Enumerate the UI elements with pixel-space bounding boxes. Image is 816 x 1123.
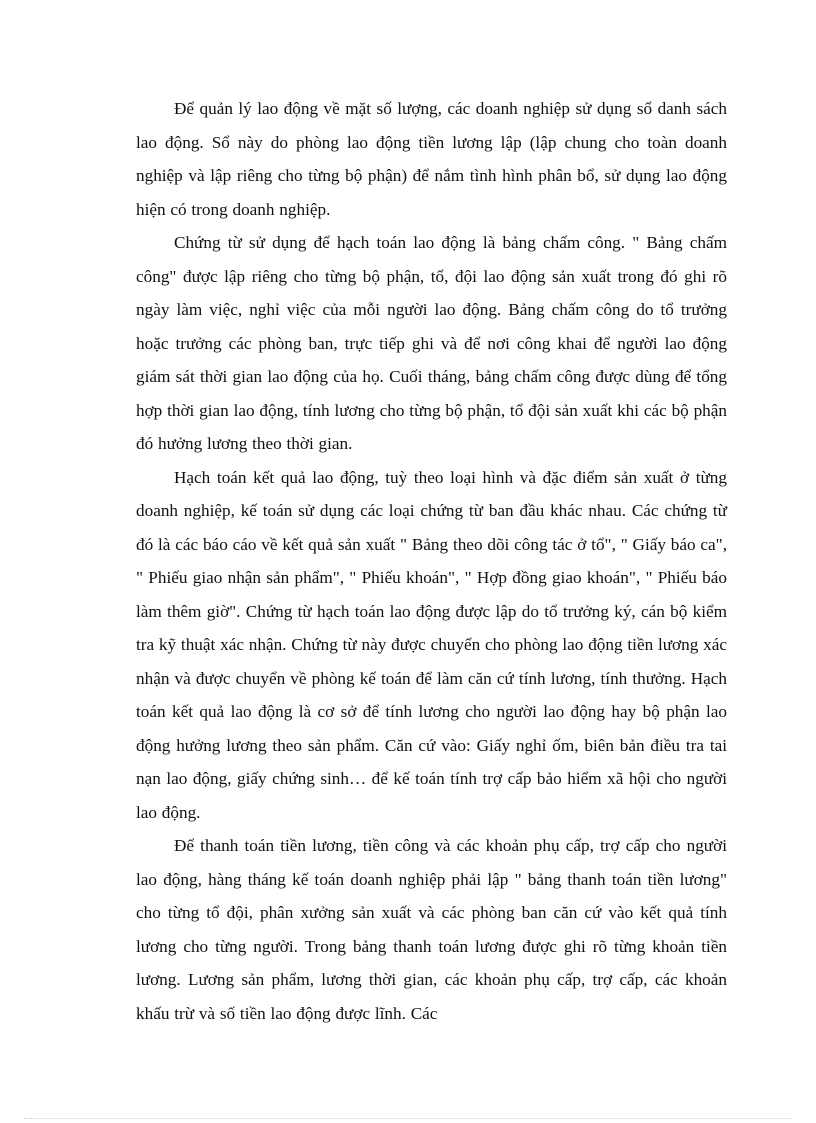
page-bottom-divider (24, 1118, 792, 1119)
paragraph-payroll: Để thanh toán tiền lương, tiền công và các khoản phụ cấp, trợ cấp cho người lao động, hàng tháng kế toán doanh nghiệp phải lập " bảng thanh toán tiền lương" cho từng tổ đội, phân xưởng sản xuất và các phòng ban căn cứ vào kết quả tính lương cho từng người. Trong bảng thanh toán lương được ghi rõ từng khoản tiền lương. Lương sản phẩm, lương thời gian, các khoản phụ cấp, trợ cấp, các khoản khấu trừ và số tiền lao động được lĩnh. Các (136, 836, 727, 1023)
paragraph-labor-quantity: Để quản lý lao động về mặt số lượng, các doanh nghiệp sử dụng sổ danh sách lao động. Sổ này do phòng lao động tiền lương lập (lập chung cho toàn doanh nghiệp và lập riêng cho từng bộ phận) để nắm tình hình phân bổ, sử dụng lao động hiện có trong doanh nghiệp. (136, 99, 727, 219)
document-body (136, 92, 727, 1030)
paragraph-timesheet: Chứng từ sử dụng để hạch toán lao động là bảng chấm công. " Bảng chấm công" được lập riêng cho từng bộ phận, tổ, đội lao động sản xuất trong đó ghi rõ ngày làm việc, nghỉ việc của mỗi người lao động. Bảng chấm công do tổ trưởng hoặc trưởng các phòng ban, trực tiếp ghi và để nơi công khai để người lao động giám sát thời gian lao động của họ. Cuối tháng, bảng chấm công được dùng để tổng hợp thời gian lao động, tính lương cho từng bộ phận, tổ đội sản xuất khi các bộ phận đó hưởng lương theo thời gian. (136, 233, 727, 453)
paragraph-labor-results: Hạch toán kết quả lao động, tuỳ theo loại hình và đặc điểm sản xuất ở từng doanh nghiệp, kế toán sử dụng các loại chứng từ ban đầu khác nhau. Các chứng từ đó là các báo cáo về kết quả sản xuất " Bảng theo dõi công tác ở tổ", " Giấy báo ca", " Phiếu giao nhận sản phẩm", " Phiếu khoán", " Hợp đồng giao khoán", " Phiếu báo làm thêm giờ". Chứng từ hạch toán lao động được lập do tổ trưởng ký, cán bộ kiểm tra kỹ thuật xác nhận. Chứng từ này được chuyển cho phòng lao động tiền lương xác nhận và được chuyển về phòng kế toán để làm căn cứ tính lương, tính thưởng. Hạch toán kết quả lao động là cơ sở để tính lương cho người lao động hay bộ phận lao động hưởng lương theo sản phẩm. Căn cứ vào: Giấy nghỉ ốm, biên bản điều tra tai nạn lao động, giấy chứng sinh… để kế toán tính trợ cấp bảo hiểm xã hội cho người lao động. (136, 467, 727, 822)
